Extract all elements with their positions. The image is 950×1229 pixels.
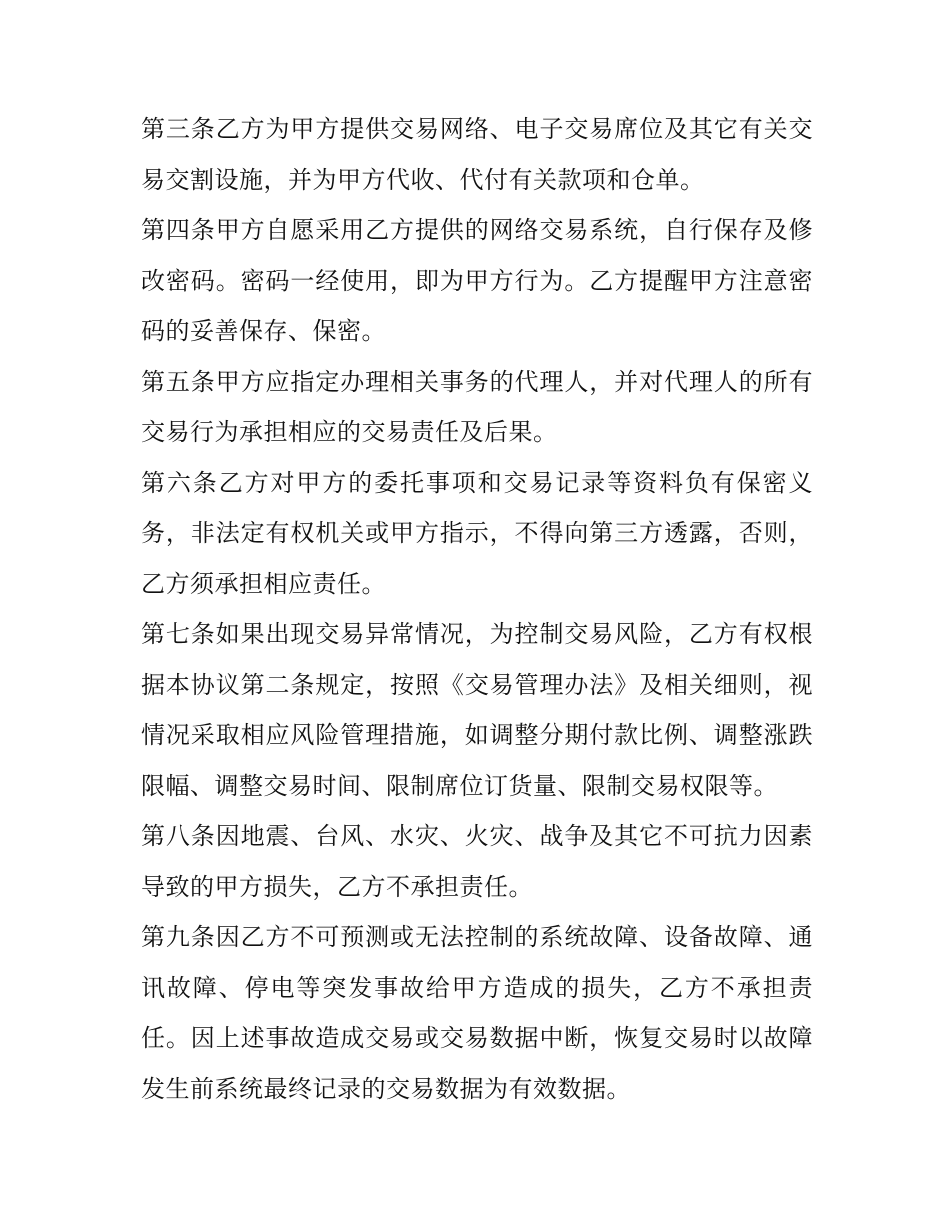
clause-8: 第八条因地震、台风、水灾、火灾、战争及其它不可抗力因素导致的甲方损失，乙方不承担责任。	[141, 822, 813, 901]
clause-5: 第五条甲方应指定办理相关事务的代理人，并对代理人的所有交易行为承担相应的交易责任及后果。	[141, 367, 813, 446]
clause-3: 第三条乙方为甲方提供交易网络、电子交易席位及其它有关交易交割设施，并为甲方代收、代付有关款项和仓单。	[141, 115, 813, 194]
clause-6: 第六条乙方对甲方的委托事项和交易记录等资料负有保密义务，非法定有权机关或甲方指示，不得向第三方透露，否则，乙方须承担相应责任。	[141, 468, 813, 598]
document-body	[141, 104, 813, 1114]
clause-9: 第九条因乙方不可预测或无法控制的系统故障、设备故障、通讯故障、停电等突发事故给甲方造成的损失，乙方不承担责任。因上述事故造成交易或交易数据中断，恢复交易时以故障发生前系统最终记录的交易数据为有效数据。	[141, 923, 813, 1103]
clause-7: 第七条如果出现交易异常情况，为控制交易风险，乙方有权根据本协议第二条规定，按照《交易管理办法》及相关细则，视情况采取相应风险管理措施，如调整分期付款比例、调整涨跌限幅、调整交易时间、限制席位订货量、限制交易权限等。	[141, 620, 813, 800]
clause-4: 第四条甲方自愿采用乙方提供的网络交易系统，自行保存及修改密码。密码一经使用，即为甲方行为。乙方提醒甲方注意密码的妥善保存、保密。	[141, 216, 813, 345]
